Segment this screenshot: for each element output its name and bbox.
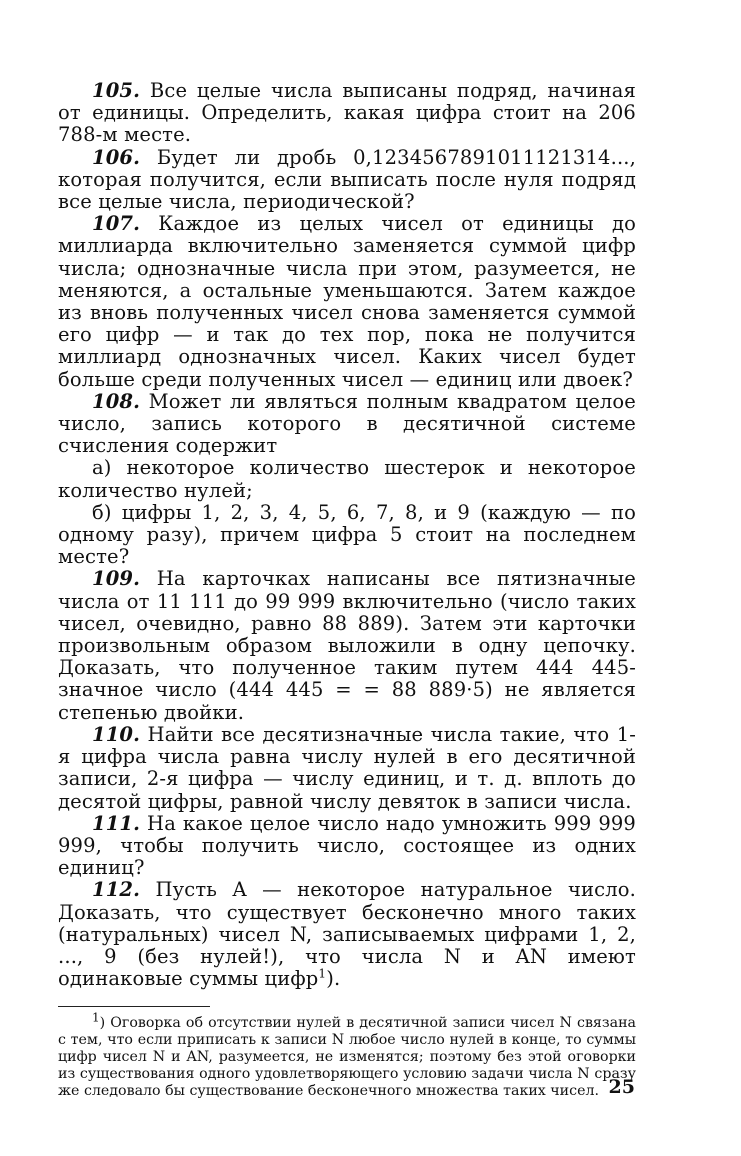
problem-106: [58, 147, 636, 214]
problem-text: На какое целое число надо умножить 999 999 999, чтобы получить число, состоящее из одних единиц?: [58, 811, 636, 880]
problem-number: 105.: [92, 79, 141, 102]
problem-108-item-b: б) цифры 1, 2, 3, 4, 5, 6, 7, 8, и 9 (каждую — по одному разу), причем цифра 5 стоит на последнем месте?: [58, 500, 636, 569]
problem-number: 110.: [92, 722, 141, 746]
problem-text: Все целые числа выписаны подряд, начиная от единицы. Определить, какая цифра стоит на 206 788-м месте.: [58, 79, 636, 147]
footnote-divider: [58, 1006, 210, 1007]
problem-text: Пусть A — некоторое натуральное число. Доказать, что существует бесконечно много таких (натуральных) чисел N, записываемых цифрами 1, 2, ..., 9 (без нулей!), что числа N и AN имеют одинаковые суммы цифр: [58, 878, 636, 991]
problem-number: 106.: [92, 145, 141, 169]
problem-text: Найти все десятизначные числа такие, что 1-я цифра числа равна числу нулей в его десятичной записи, 2-я цифра — числу единиц, и т. д. вплоть до десятой цифры, равной числу девяток в записи числа.: [58, 722, 636, 813]
problem-text: На карточках написаны все пятизначные числа от 11 111 до 99 999 включительно (число таких чисел, очевидно, равно 88 889). Затем эти карточки произвольным образом выложили в одну цепочку. Доказать, что полученное таким путем 444 445-значное число (444 445 = = 88 889·5) не является степенью двойки.: [58, 567, 636, 724]
footnote-text: ) Оговорка об отсутствии нулей в десятичной записи чисел N связана с тем, что если приписать к записи N любое число нулей в конце, то суммы цифр чисел N и AN, разумеется, не изменятся; поэтому без этой оговорки из существования одного удовлетворяющего условию задачи числа N сразу же следовало бы существование бесконечного множества таких чисел.: [58, 1015, 636, 1100]
page-body: [58, 80, 636, 1100]
problem-109: [58, 568, 636, 723]
problem-108-item-a: а) некоторое количество шестерок и некоторое количество нулей;: [58, 456, 636, 502]
problem-110: [58, 724, 636, 813]
problem-text: Может ли являться полным квадратом целое число, запись которого в десятичной системе счисления содержит: [58, 389, 636, 458]
problem-112: [58, 879, 636, 990]
problem-text: Каждое из целых чисел от единицы до миллиарда включительно заменяется суммой цифр числа; однозначные числа при этом, разумеется, не меняются, а остальные уменьшаются. Затем каждое из вновь полученных чисел снова заменяется суммой его цифр — и так до тех пор, пока не получится миллиард однозначных чисел. Каких чисел будет больше среди полученных чисел — единиц или двоек?: [58, 212, 636, 391]
problem-number: 112.: [92, 878, 141, 902]
problem-108: [58, 391, 636, 458]
footnote: [58, 1010, 636, 1100]
page-number: 25: [608, 1076, 635, 1098]
footnote-reference[interactable]: 1: [318, 966, 327, 981]
footnote-mark: 1: [92, 1010, 100, 1025]
problem-number: 108.: [92, 389, 141, 413]
problem-105: [58, 80, 636, 147]
problem-107: [58, 213, 636, 391]
problem-111: [58, 813, 636, 880]
problem-text: Будет ли дробь 0,1234567891011121314..., которая получится, если выписать после нуля подряд все целые числа, периодической?: [58, 145, 636, 214]
problem-number: 109.: [92, 567, 141, 591]
problem-number: 111.: [92, 811, 141, 835]
problem-text-tail: ).: [326, 967, 341, 991]
problem-number: 107.: [92, 212, 141, 236]
